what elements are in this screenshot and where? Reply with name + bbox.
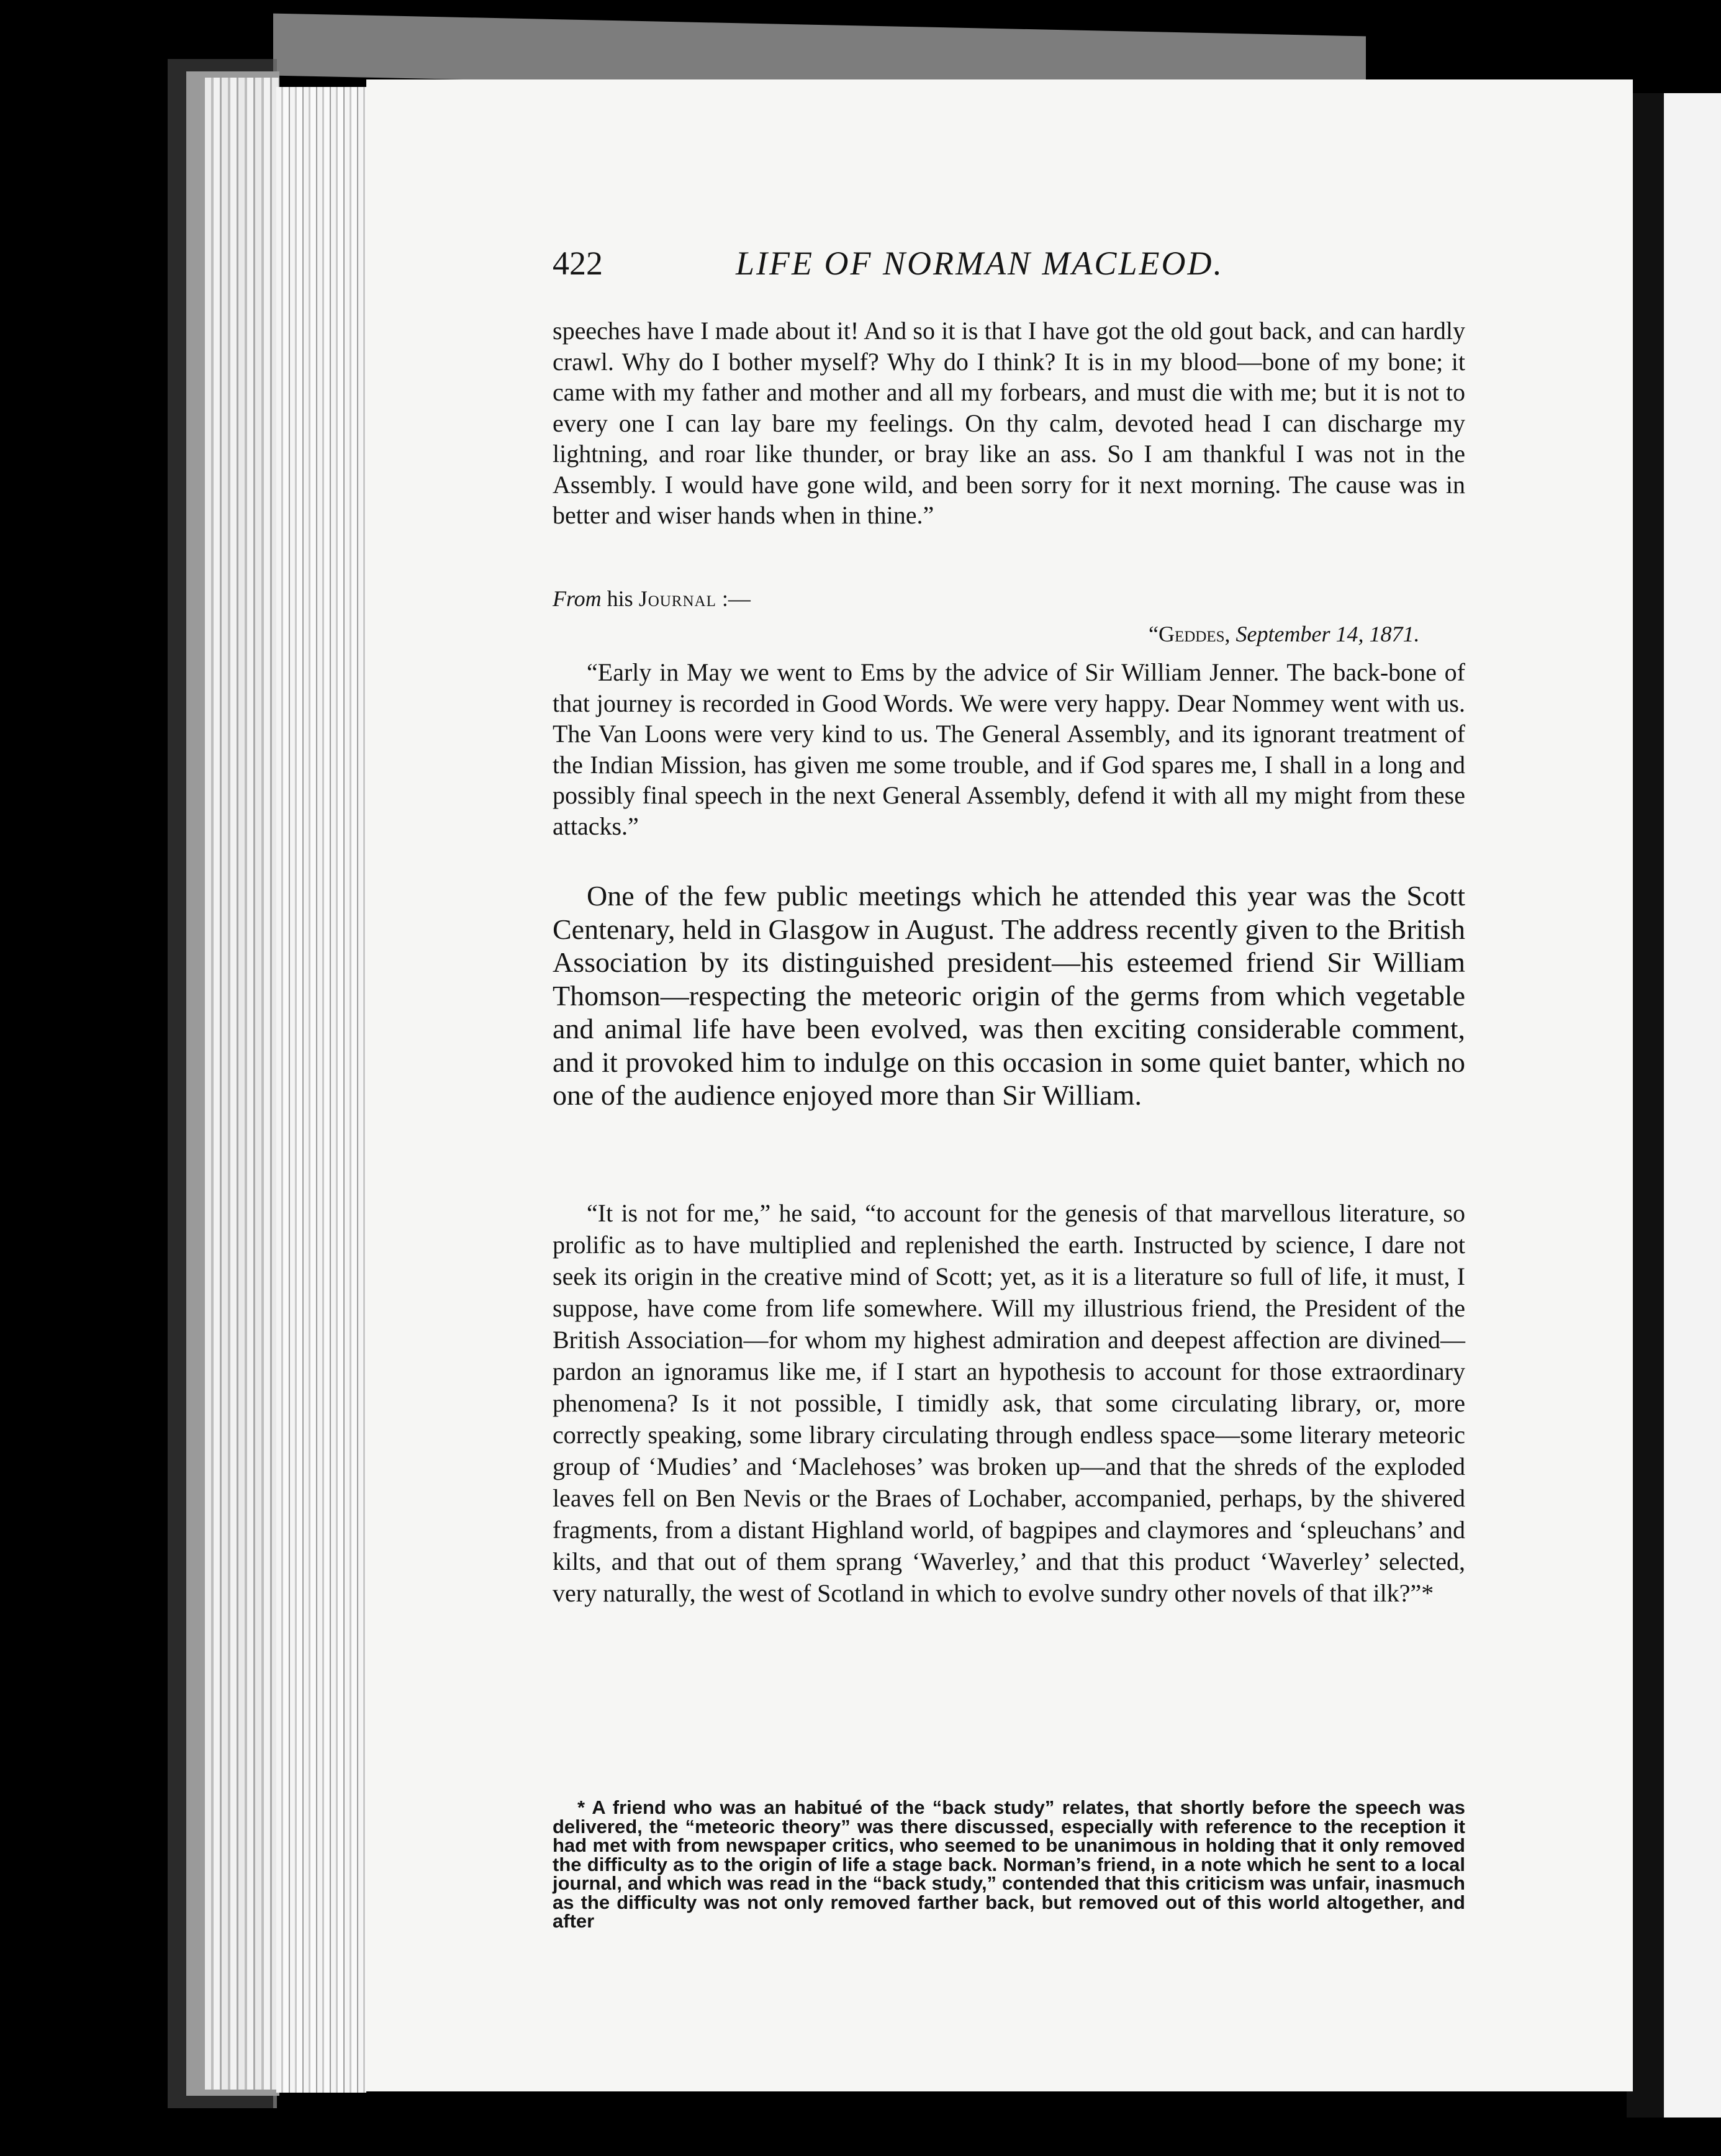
dateline-date: September 14, 1871.	[1230, 622, 1420, 646]
journal-entry	[553, 657, 1465, 841]
speech-quote-text: “It is not for me,” he said, “to account for the genesis of that marvellous literature, so prolific as to have multiplied and replenished the earth. Instructed by science, I dare not seek its origin in the creative mind of Scott; yet, as it is a literature so full of life, it must, I suppose, have come from life somewhere. Will my illustrious friend, the President of the British Association—for whom my highest admiration and deepest affection are divined—pardon an ignoramus like me, if I start an hypothesis to account for those extraordinary phenomena? Is it not possible, I timidly ask, that some circulating library, or, more correctly speaking, some library circulating through endless space—some literary meteoric group of ‘Mudies’ and ‘Maclehoses’ was broken up—and that the shreds of the exploded leaves fell on Ben Nevis or the Braes of Lochaber, accompanied, perhaps, by the shivered fragments, from a distant Highland world, of bagpipes and claymores and ‘spleuchans’ and kilts, and that out of them sprang ‘Waverley,’ and that this product ‘Waverley’ selected, very naturally, the west of Scotland in which to evolve sundry other novels of that ilk?”*	[553, 1199, 1465, 1607]
from-middle: his	[601, 586, 639, 611]
book-page	[366, 79, 1633, 2091]
footnote-text: * A friend who was an habitué of the “back study” relates, that shortly before the speech was delivered, the “meteoric theory” was there discussed, especially with reference to the reception it had met with from newspaper critics, who seemed to be unanimous in holding that it only removed the difficulty as to the origin of life a stage back. Norman’s friend, in a note which he sent to a local journal, and which was read in the “back study,” contended that this criticism was unfair, inasmuch as the difficulty was not only removed farther back, but removed out of this world altogether, and after	[553, 1796, 1465, 1932]
dateline	[1149, 621, 1419, 647]
from-source: Journal	[638, 586, 716, 611]
narrative-text: One of the few public meetings which he attended this year was the Scott Centenary, held in Glasgow in August. The address recently given to the British Association by its distinguished president—his esteemed friend Sir William Thomson—respecting the meteoric origin of the germs from which vegetable and animal life have been evolved, was then exciting considerable comment, and it provoked him to indulge on this occasion in some quiet banter, which no one of the audience enjoyed more than Sir William.	[553, 880, 1465, 1111]
from-suffix: :—	[716, 586, 751, 611]
dateline-place: “Geddes,	[1149, 622, 1231, 646]
running-head: LIFE OF NORMAN MACLEOD.	[736, 245, 1224, 282]
speech-quote	[553, 1197, 1465, 1609]
narrative-paragraph	[553, 879, 1465, 1112]
page-number: 422	[553, 245, 603, 282]
lead-paragraph-text: speeches have I made about it! And so it is that I have got the old gout back, and can hardly crawl. Why do I bother myself? Why do I think? It is in my blood—bone of my bone; it came with my father and mother and all my forbears, and must die with me; but it is not to every one I can lay bare my feelings. On thy calm, devoted head I can discharge my lightning, and roar like thunder, or bray like an ass. So I am thankful I was not in the Assembly. I would have gone wild, and been sorry for it next morning. The cause was in better and wiser hands when in thine.”	[553, 317, 1465, 529]
footnote	[553, 1798, 1465, 1931]
page-header	[553, 244, 1285, 283]
journal-entry-text: “Early in May we went to Ems by the advice of Sir William Jenner. The back-bone of that journey is recorded in Good Words. We were very happy. Dear Nommey went with us. The Van Loons were very kind to us. The General Assembly, and its ignorant treatment of the Indian Mission, has given me some trouble, and if God spares me, I shall in a long and possibly final speech in the next General Assembly, defend it with all my might from these attacks.”	[553, 658, 1465, 840]
lead-paragraph	[553, 315, 1465, 531]
from-line	[553, 586, 751, 612]
page-stack-edge-inner	[276, 87, 366, 2093]
facing-page-edge	[1664, 93, 1721, 2118]
page-stack-edge	[205, 78, 279, 2090]
from-prefix: From	[553, 586, 602, 611]
